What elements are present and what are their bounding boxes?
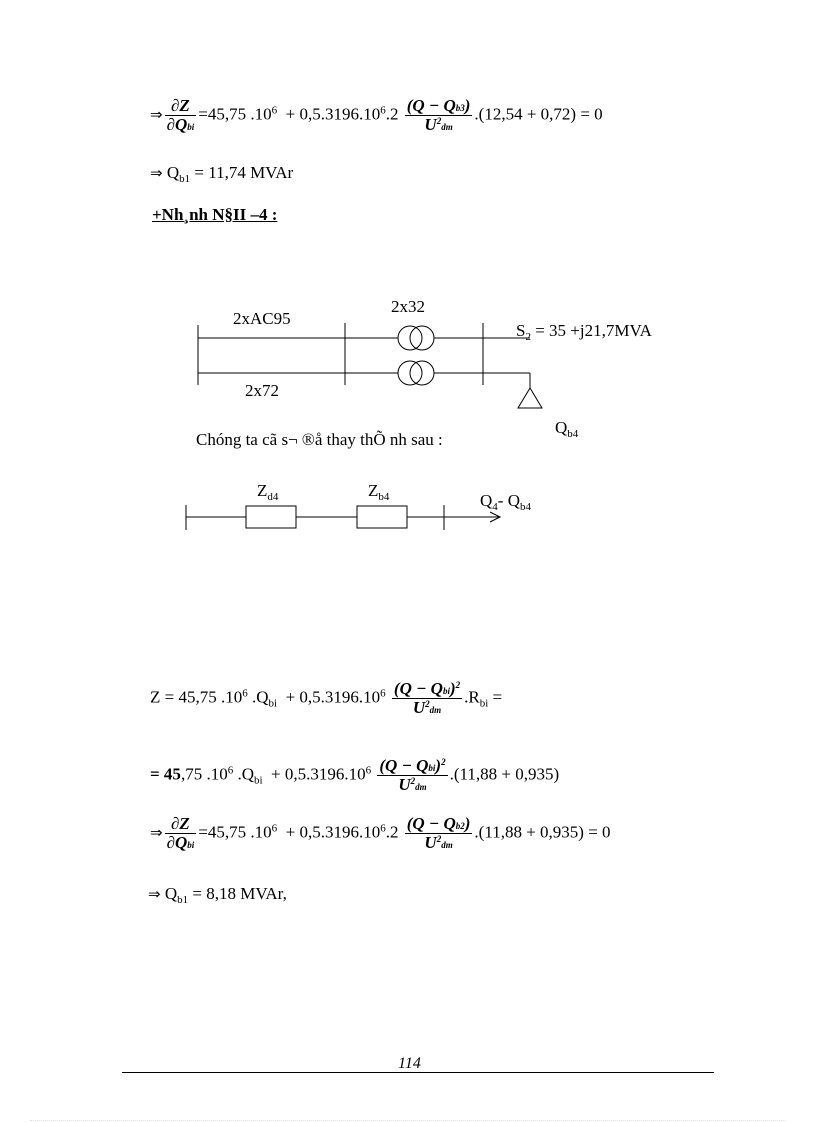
partial-fraction: $\frac{\partial Z}{\text{∂Qbi}}$	[166, 814, 195, 852]
result-qb1-line: ⇒ $Q_{b1} = 11,74$ MVAr	[150, 163, 294, 185]
equation-z-1: Z = 45,75 $.10^6$ $.Q_{bi} + 0,5.3196.10^6$ $\frac{(Q - Qbi)^2}{U^2dm}$ $.R_{bi}$ =	[150, 679, 503, 717]
q-output-label: $Q_4-$ $Q_{b4}$	[480, 491, 531, 513]
page-number: 114	[398, 1055, 421, 1072]
caption-text: Chóng ta cã s¬ ®å thay thÕ nh sau :	[196, 430, 443, 449]
implies-arrow: ⇒	[150, 823, 163, 842]
load-label: $S_2 = 35 +j21,7MVA$	[516, 321, 652, 343]
compensation-label: $Q_{b4}$	[555, 418, 579, 440]
equation-derivative-1: ⇒ $\frac{\partial Z}{\text{∂Qbi}}$ =45,75 $.10^6 + 0,5.3196.10^6.2$ $\frac{(Q - Qb3)}{U^2dm}$ .(12,54 + 0,72) = 0	[150, 96, 603, 134]
voltage-fraction: $\frac{(Q - Qbi)^2}{U^2dm}$	[379, 756, 446, 794]
line-label-ac95: 2xAC95	[233, 309, 291, 328]
transformer-label: 2x32	[391, 297, 425, 316]
section-heading: +Nh¸nh N§II –4 :	[152, 205, 278, 224]
voltage-fraction: $\frac{(Q - Qb3)}{U^2dm}$	[406, 96, 471, 134]
equation-derivative-2: ⇒ $\frac{\partial Z}{\text{∂Qbi}}$ =45,75 $.10^6 + 0,5.3196.10^6.2$ $\frac{(Q - Qb2)}{U^2dm}$ .(11,88 + 0,935) = 0	[150, 814, 611, 852]
implies-arrow: ⇒	[150, 105, 163, 124]
zd4-label: $Z_{d4}$	[257, 481, 279, 503]
zb4-label: $Z_{b4}$	[368, 481, 390, 503]
length-label: 2x72	[245, 381, 279, 400]
partial-fraction: $\frac{\partial Z}{\text{∂Qbi}}$	[166, 96, 195, 134]
footer-rule	[122, 1072, 714, 1073]
voltage-fraction: $\frac{(Q - Qb2)}{U^2dm}$	[406, 814, 471, 852]
result-qb1-line-2: ⇒ $Q_{b1} = 8,18$ MVAr,	[148, 884, 287, 906]
page-edge-dotted	[30, 1120, 786, 1121]
voltage-fraction: $\frac{(Q - Qbi)^2}{U^2dm}$	[393, 679, 461, 717]
equation-z-2: = 45,75 $.10^6$ $.Q_{bi} + 0,5.3196.10^6$ $\frac{(Q - Qbi)^2}{U^2dm}$ .(11,88 + 0,935)	[150, 756, 560, 794]
